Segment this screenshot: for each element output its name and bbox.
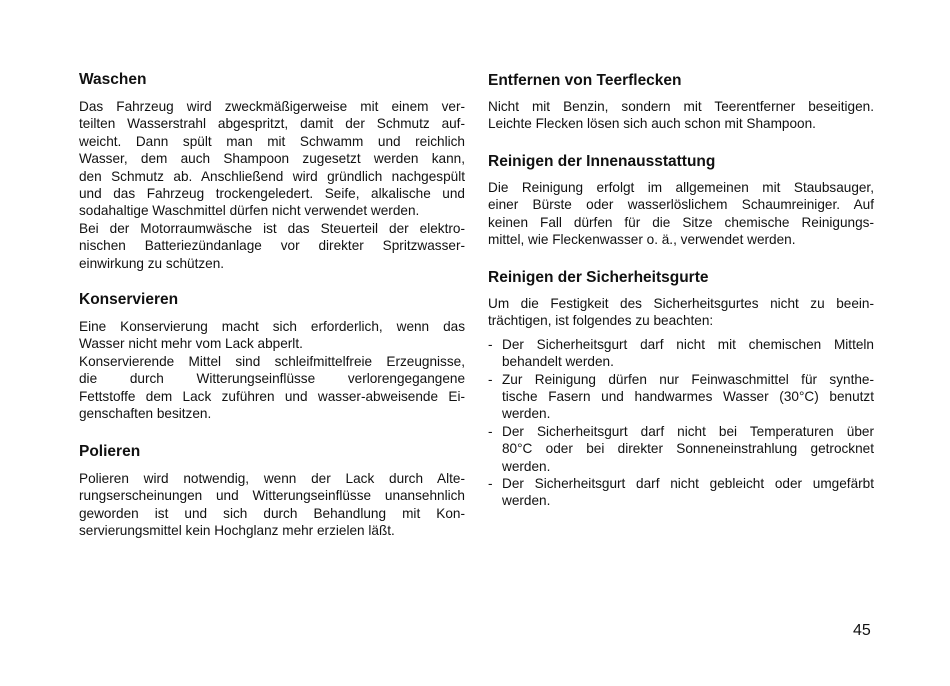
paragraph-polieren	[79, 470, 465, 540]
text-line: servierungsmittel kein Hochglanz mehr erzielen läßt.	[79, 523, 395, 539]
text-line: die durch Witterungseinflüsse verlorengegangene	[79, 371, 465, 387]
page-number: 45	[853, 622, 871, 639]
text-line: Zur Reinigung dürfen nur Feinwaschmittel für synthe-	[502, 371, 874, 387]
text-line: und das Fahrzeug trockengeledert. Seife, alkalische und	[79, 186, 465, 202]
text-line: Der Sicherheitsgurt darf nicht mit chemischen Mitteln	[502, 336, 874, 352]
dash-bullet: -	[488, 476, 493, 492]
section-teerflecken	[488, 71, 874, 133]
text-line: Der Sicherheitsgurt darf nicht gebleicht oder umgefärbt	[502, 476, 874, 492]
section-polieren	[79, 442, 465, 540]
paragraph-konservieren	[79, 318, 465, 422]
text-line: behandelt werden.	[502, 354, 614, 370]
text-line: Fettstoffe dem Lack zuführen und wasser-abweisende Ei-	[79, 388, 465, 404]
heading-sicherheitsgurte: Reinigen der Sicherheitsgurte	[488, 269, 709, 286]
list-item	[488, 423, 874, 475]
text-line: tische Fasern und handwarmes Wasser (30°C) benutzt	[502, 389, 874, 405]
text-line: werden.	[502, 406, 551, 422]
text-line: den Schmutz ab. Anschließend wird gründlich nachgespült	[79, 168, 465, 184]
text-line: mittel, wie Fleckenwasser o. ä., verwendet werden.	[488, 232, 796, 248]
text-line: Der Sicherheitsgurt darf nicht bei Temperaturen über	[502, 423, 874, 439]
dash-bullet: -	[488, 336, 493, 352]
list-item	[488, 475, 874, 510]
text-line: Wasser nicht mehr vom Lack abperlt.	[79, 336, 303, 352]
text-line: Wasser, dem auch Shampoon zugesetzt werden kann,	[79, 151, 465, 167]
dash-bullet: -	[488, 371, 493, 387]
section-konservieren	[79, 290, 465, 422]
paragraph-teerflecken	[488, 98, 874, 133]
section-innenausstattung	[488, 152, 874, 249]
text-line: Bei der Motorraumwäsche ist das Steuerteil der elektro-	[79, 220, 465, 236]
text-line: 80°C oder bei direkter Sonneneinstrahlung getrocknet	[502, 441, 874, 457]
list-item	[488, 336, 874, 371]
text-line: Konservierende Mittel sind schleifmittelfreie Erzeugnisse,	[79, 353, 465, 369]
text-line: werden.	[502, 493, 551, 509]
text-line: Um die Festigkeit des Sicherheitsgurtes nicht zu beein-	[488, 296, 874, 311]
text-line: teilten Wasserstrahl abgespritzt, damit der Schmutz auf-	[79, 116, 465, 132]
heading-waschen: Waschen	[79, 71, 147, 88]
text-line: Polieren wird notwendig, wenn der Lack durch Alte-	[79, 471, 465, 486]
section-waschen	[79, 70, 465, 272]
text-line: Eine Konservierung macht sich erforderlich, wenn das	[79, 319, 465, 334]
text-line: einwirkung zu schützen.	[79, 255, 225, 271]
paragraph-waschen	[79, 98, 465, 272]
list-item	[488, 371, 874, 423]
text-line: genschaften besitzen.	[79, 406, 212, 422]
paragraph-sicherheitsgurte-intro	[488, 295, 874, 330]
bullet-list	[488, 336, 874, 510]
text-line: keinen Fall dürfen für die Sitze chemische Reinigungs-	[488, 214, 874, 230]
heading-teerflecken: Entfernen von Teerflecken	[488, 72, 682, 89]
text-line: sodahaltige Waschmittel dürfen nicht verwendet werden.	[79, 203, 420, 219]
dash-bullet: -	[488, 423, 493, 439]
paragraph-innenausstattung	[488, 179, 874, 249]
heading-konservieren: Konservieren	[79, 291, 179, 308]
section-sicherheitsgurte	[488, 268, 874, 510]
text-line: rungserscheinungen und Witterungseinflüsse unansehnlich	[79, 488, 465, 504]
text-line: werden.	[502, 458, 551, 474]
text-line: geworden ist und sich durch Behandlung mit Kon-	[79, 505, 465, 521]
text-line: Das Fahrzeug wird zweckmäßigerweise mit einem ver-	[79, 99, 465, 114]
text-line: weicht. Dann spült man mit Schwamm und reichlich	[79, 133, 465, 149]
text-line: Leichte Flecken lösen sich auch schon mit Shampoon.	[488, 116, 816, 132]
text-line: Nicht mit Benzin, sondern mit Teerentferner beseitigen.	[488, 99, 874, 114]
text-line: Die Reinigung erfolgt im allgemeinen mit Staubsauger,	[488, 180, 874, 195]
text-line: einer Bürste oder wasserlöslichem Schaumreiniger. Auf	[488, 197, 874, 213]
heading-innenausstattung: Reinigen der Innenausstattung	[488, 153, 716, 170]
heading-polieren: Polieren	[79, 443, 141, 460]
text-line: trächtigen, ist folgendes zu beachten:	[488, 313, 714, 329]
text-line: nischen Batteriezündanlage vor direkter Spritzwasser-	[79, 238, 465, 254]
